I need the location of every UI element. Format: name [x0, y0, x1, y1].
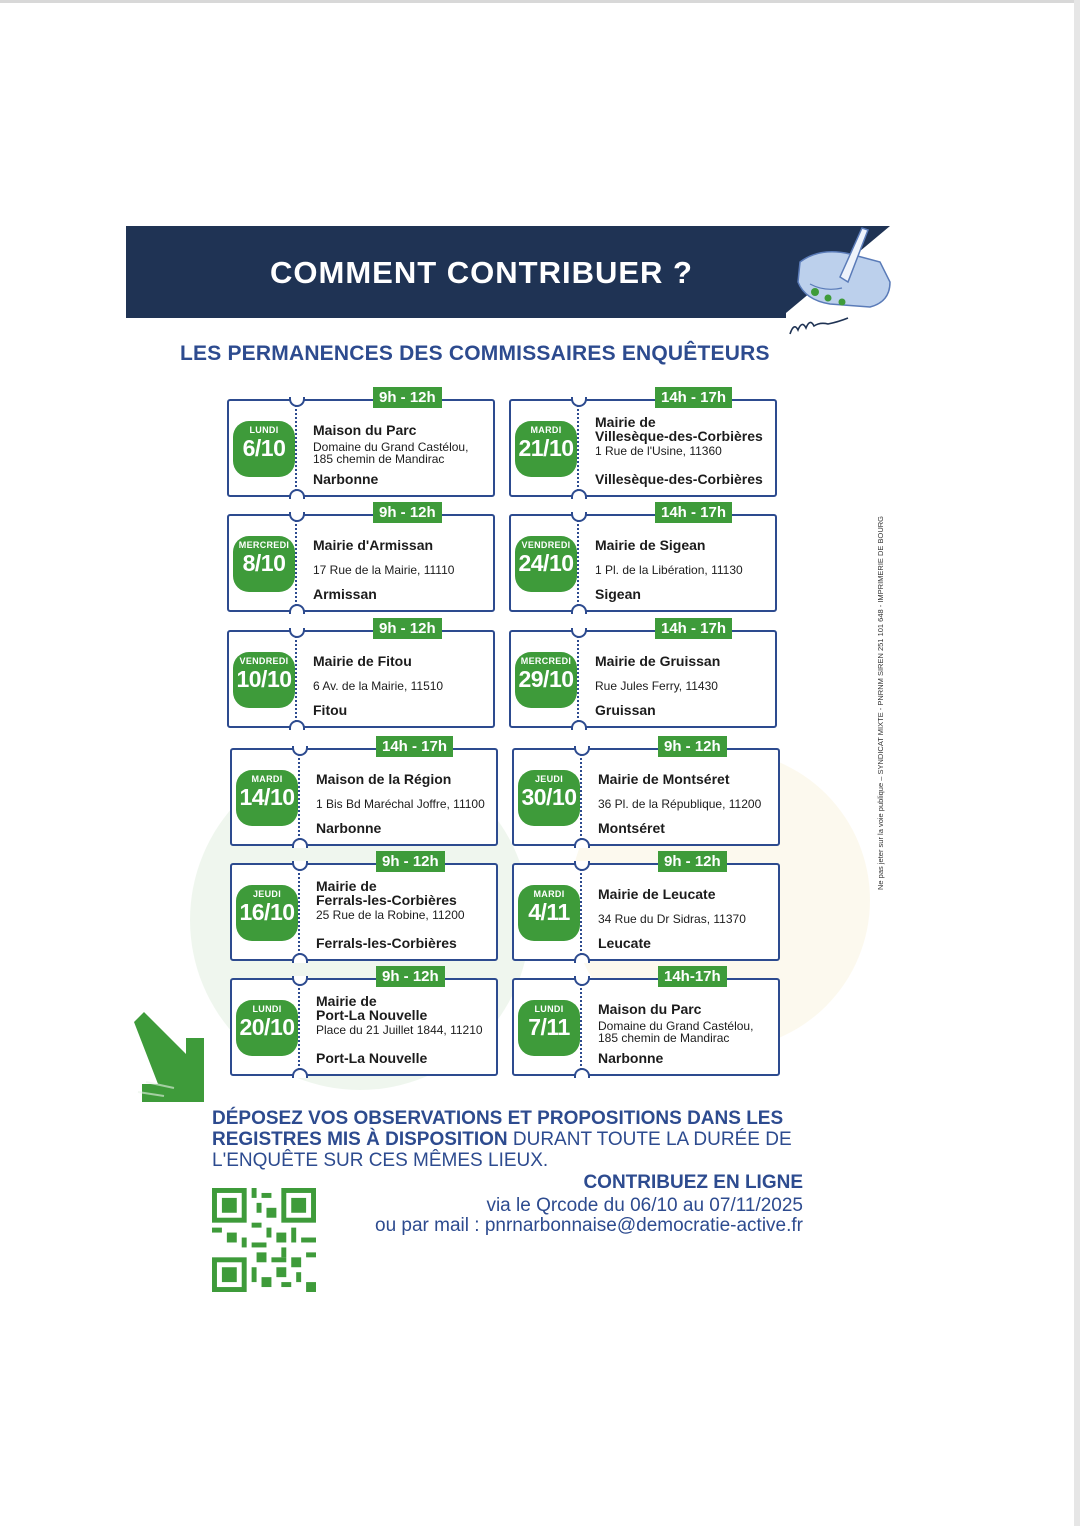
session-date: 6/10: [242, 435, 286, 461]
session-card: [227, 504, 495, 612]
session-time: 9h - 12h: [658, 736, 727, 757]
venue-city: Leucate: [598, 935, 651, 951]
venue-address: Domaine du Grand Castélou, 185 chemin de Mandirac: [313, 440, 469, 466]
ticket-notch: [292, 953, 308, 963]
ticket-notch: [292, 838, 308, 848]
session-date: 10/10: [236, 666, 292, 692]
ticket-notch: [574, 953, 590, 963]
ticket-notch: [571, 489, 587, 499]
session-day: MARDI: [530, 425, 562, 435]
date-badge: [515, 536, 577, 592]
contribute-email[interactable]: ou par mail : pnrnarbonnaise@democratie-active.fr: [375, 1215, 803, 1236]
contribute-online-title: CONTRIBUEZ EN LIGNE: [583, 1172, 803, 1193]
date-badge: [236, 885, 298, 941]
ticket-perforation: [295, 636, 297, 722]
venue-name: Mairie de Fitou: [313, 653, 412, 669]
session-card: [512, 738, 780, 846]
ticket-notch: [292, 1068, 308, 1078]
ticket-notch: [574, 838, 590, 848]
session-card: [230, 738, 498, 846]
ticket-perforation: [298, 869, 300, 955]
ticket-perforation: [580, 754, 582, 840]
venue-name: Mairie d'Armissan: [313, 537, 434, 553]
session-time: 14h-17h: [658, 966, 727, 987]
venue-address: Rue Jules Ferry, 11430: [595, 679, 718, 693]
session-time: 14h - 17h: [655, 618, 732, 639]
session-date: 30/10: [521, 784, 577, 810]
section-subtitle: LES PERMANENCES DES COMMISSAIRES ENQUÊTEURS: [180, 342, 770, 365]
venue-name: Maison de la Région: [316, 771, 452, 787]
session-card: [509, 389, 777, 497]
session-time: 14h - 17h: [655, 502, 732, 523]
session-date: 29/10: [518, 666, 574, 692]
session-day: JEUDI: [534, 774, 563, 784]
deposit-instructions: [212, 1108, 812, 1171]
session-day: MARDI: [533, 889, 565, 899]
session-date: 14/10: [239, 784, 295, 810]
page-right-edge: [1074, 0, 1080, 1526]
venue-name: Maison du Parc: [313, 422, 417, 438]
venue-address: 34 Rue du Dr Sidras, 11370: [598, 912, 746, 926]
venue-city: Sigean: [595, 586, 641, 602]
session-card: [509, 504, 777, 612]
page-title: COMMENT CONTRIBUER ?: [270, 255, 693, 290]
venue-address: 1 Pl. de la Libération, 11130: [595, 563, 743, 577]
date-badge: [236, 1000, 298, 1056]
venue-address: 6 Av. de la Mairie, 11510: [313, 679, 444, 693]
ticket-perforation: [295, 520, 297, 606]
ticket-perforation: [295, 405, 297, 491]
green-arrow-icon: [134, 1012, 208, 1104]
venue-city: Narbonne: [313, 471, 379, 487]
venue-city: Montséret: [598, 820, 665, 836]
qr-code-icon[interactable]: [212, 1188, 316, 1292]
session-time: 14h - 17h: [376, 736, 453, 757]
date-badge: [236, 770, 298, 826]
date-badge: [233, 652, 295, 708]
venue-address: 17 Rue de la Mairie, 11110: [313, 563, 455, 577]
date-badge: [518, 1000, 580, 1056]
venue-address: 36 Pl. de la République, 11200: [598, 797, 762, 811]
ticket-notch: [571, 720, 587, 730]
session-date: 21/10: [518, 435, 574, 461]
ticket-perforation: [580, 869, 582, 955]
ticket-perforation: [298, 984, 300, 1070]
session-date: 20/10: [239, 1014, 295, 1040]
session-day: LUNDI: [252, 1004, 282, 1014]
ticket-notch: [289, 604, 305, 614]
session-date: 24/10: [518, 550, 574, 576]
session-date: 8/10: [242, 550, 286, 576]
venue-address: 25 Rue de la Robine, 11200: [316, 908, 465, 922]
session-day: LUNDI: [249, 425, 279, 435]
session-card: [512, 968, 780, 1076]
venue-city: Armissan: [313, 586, 377, 602]
session-date: 16/10: [239, 899, 295, 925]
venue-address: 1 Bis Bd Maréchal Joffre, 11100: [316, 797, 485, 811]
date-badge: [518, 770, 580, 826]
session-time: 9h - 12h: [373, 387, 442, 408]
session-card: [512, 853, 780, 961]
session-time: 9h - 12h: [658, 851, 727, 872]
venue-name: Mairie de Villesèque-des-Corbières: [595, 414, 763, 444]
date-badge: [233, 536, 295, 592]
ticket-notch: [289, 720, 305, 730]
session-day: VENDREDI: [521, 540, 571, 550]
session-time: 9h - 12h: [376, 851, 445, 872]
venue-city: Narbonne: [598, 1050, 664, 1066]
session-day: MERCREDI: [520, 656, 572, 666]
venue-city: Port-La Nouvelle: [316, 1050, 428, 1066]
deposit-bold: DÉPOSEZ VOS OBSERVATIONS ET PROPOSITIONS DANS LES REGISTRES MIS À DISPOSITION: [212, 1108, 784, 1150]
session-card: [227, 620, 495, 728]
venue-name: Mairie de Port-La Nouvelle: [316, 993, 428, 1023]
ticket-notch: [574, 1068, 590, 1078]
session-day: VENDREDI: [239, 656, 289, 666]
ticket-perforation: [298, 754, 300, 840]
date-badge: [515, 421, 577, 477]
ticket-perforation: [577, 636, 579, 722]
session-date: 4/11: [528, 899, 570, 925]
venue-name: Mairie de Gruissan: [595, 653, 721, 669]
venue-city: Gruissan: [595, 702, 656, 718]
venue-name: Mairie de Sigean: [595, 537, 706, 553]
venue-address: Place du 21 Juillet 1844, 11210: [316, 1023, 483, 1037]
session-date: 7/11: [528, 1014, 570, 1040]
ticket-perforation: [577, 520, 579, 606]
session-day: LUNDI: [534, 1004, 564, 1014]
date-badge: [515, 652, 577, 708]
legal-side-note: Ne pas jeter sur la voie publique – SYNDICAT MIXTE - PNRNM SIREN 251 101 648 - IMPRIMERIE DE BOURG: [876, 515, 885, 890]
date-badge: [233, 421, 295, 477]
venue-name: Mairie de Montséret: [598, 771, 730, 787]
contribute-qr-dates: via le Qrcode du 06/10 au 07/11/2025: [486, 1195, 803, 1216]
pen-hand-icon: [780, 222, 895, 337]
session-card: [509, 620, 777, 728]
venue-city: Narbonne: [316, 820, 382, 836]
venue-city: Ferrals-les-Corbières: [316, 935, 457, 951]
venue-address: Domaine du Grand Castélou, 185 chemin de Mandirac: [598, 1019, 754, 1045]
session-day: MARDI: [251, 774, 283, 784]
session-time: 9h - 12h: [376, 966, 445, 987]
session-time: 9h - 12h: [373, 618, 442, 639]
deposit-rest: DURANT TOUTE LA DURÉE DE L'ENQUÊTE SUR CES MÊMES LIEUX.: [212, 1129, 792, 1171]
ticket-perforation: [577, 405, 579, 491]
venue-city: Fitou: [313, 702, 348, 718]
page-top-edge: [0, 0, 1080, 3]
venue-city: Villesèque-des-Corbières: [595, 471, 763, 487]
session-time: 14h - 17h: [655, 387, 732, 408]
session-card: [227, 389, 495, 497]
venue-name: Maison du Parc: [598, 1001, 702, 1017]
session-day: JEUDI: [252, 889, 281, 899]
session-card: [230, 853, 498, 961]
session-day: MERCREDI: [238, 540, 290, 550]
ticket-perforation: [580, 984, 582, 1070]
session-time: 9h - 12h: [373, 502, 442, 523]
ticket-notch: [289, 489, 305, 499]
date-badge: [518, 885, 580, 941]
venue-name: Mairie de Ferrals-les-Corbières: [316, 878, 457, 908]
venue-address: 1 Rue de l'Usine, 11360: [595, 444, 722, 458]
ticket-notch: [571, 604, 587, 614]
session-card: [230, 968, 498, 1076]
venue-name: Mairie de Leucate: [598, 886, 716, 902]
